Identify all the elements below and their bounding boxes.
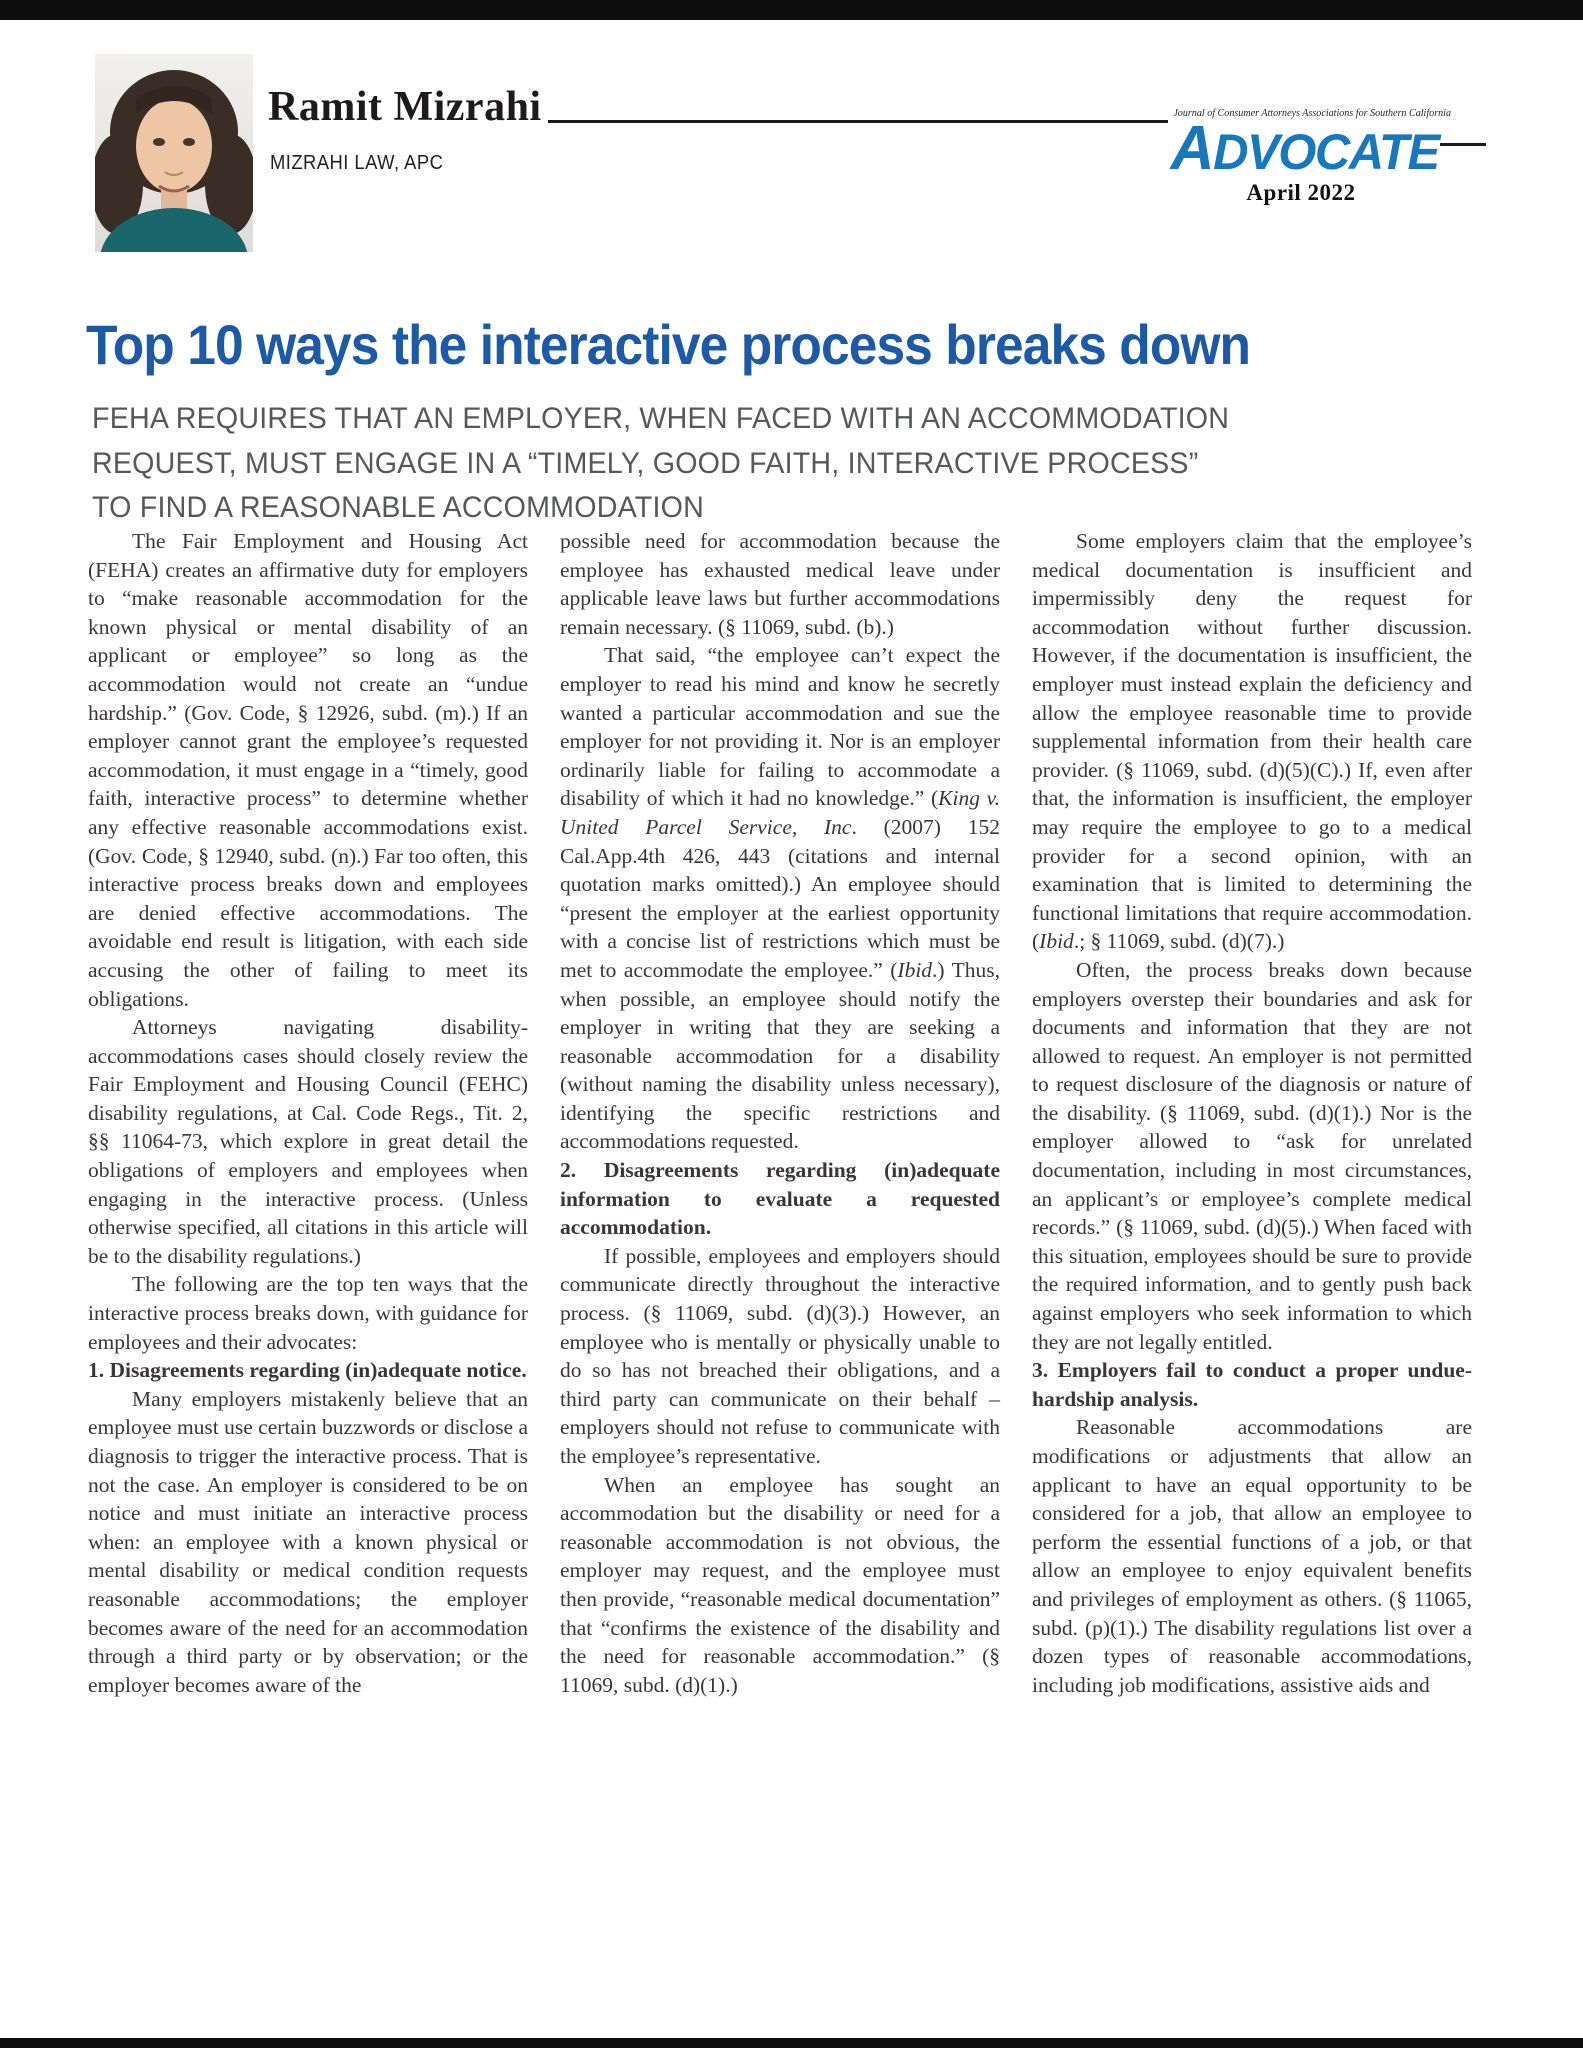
text-run: Reasonable accommodations are modifications or adjustments that allow an applicant to have an equal opportunity to be considered for a job, that allow an employee to perform the essential functions of a job, or that allow an employee to enjoy equivalent benefits and privileges of employment as others. (§ 11065, subd. (p)(1).) The disability regulations list over a dozen types of reasonable accommodations, including job modifications, assistive aids and [1032,1415,1472,1697]
section-heading [1032,1356,1472,1413]
column-2 [560,527,1000,1699]
subtitle-line: REQUEST, MUST ENGAGE IN A “TIMELY, GOOD FAITH, INTERACTIVE PROCESS” [92,446,1199,480]
text-run: Often, the process breaks down because employers overstep their boundaries and ask for documents and information that they are not allowed to request. An employer is not permitted to request disclosure of the diagnosis or nature of the disability. (§ 11069, subd. (d)(1).) Nor is the employer allowed to “ask for unrelated documentation, including in most circumstances, an applicant’s or employee’s complete medical records.” (§ 11069, subd. (d)(5).) When faced with this situation, employees should be sure to provide the required information, and to gently push back against employers who seek information to which they are not legally entitled. [1032,957,1472,1354]
author-firm: MIZRAHI LAW, APC [270,152,444,174]
body-paragraph [1032,956,1472,1356]
case-citation-italic: Ibid [1039,929,1074,954]
body-paragraph [1032,1413,1472,1699]
page-top-border [0,0,1583,20]
section-heading [560,1156,1000,1242]
page-bottom-border [0,2038,1583,2048]
body-paragraph [88,527,528,1013]
column-1 [88,527,528,1699]
section-heading [88,1356,528,1385]
logo-tagline: Journal of Consumer Attorneys Associations for Southern California [1173,108,1451,119]
byline-rule [548,120,1168,123]
body-paragraph [88,1013,528,1270]
issue-date: April 2022 [1246,179,1356,205]
text-run: When an employee has sought an accommodation but the disability or need for a reasonable accommodation is not obvious, the employer may request, and the employee must then provide, “reasonable medical documentation” that “confirms the existence of the disability and the need for reasonable accommodation.” (§ 11069, subd. (d)(1).) [560,1472,1000,1697]
body-paragraph [1032,527,1472,956]
byline-row [268,84,1168,130]
text-run: If possible, employees and employers should communicate directly throughout the interactive process. (§ 11069, subd. (d)(3).) However, an employee who is mentally or physically unable to do so has not breached their obligations, and a third party can communicate on their behalf – employers should not refuse to communicate with the employee’s representative. [560,1243,1000,1468]
case-citation-italic: Ibid [897,957,933,982]
text-run: 3. Employers fail to conduct a proper undue-hardship analysis. [1032,1358,1472,1411]
text-run: The following are the top ten ways that the interactive process breaks down, with guidance for employees and their advocates: [88,1272,528,1354]
text-run: Some employers claim that the employee’s medical documentation is insufficient and impermissibly deny the request for accommodation without further discussion. However, if the documentation is insufficient, the employer must instead explain the deficiency and allow the employee reasonable time to provide supplemental information from their health care provider. (§ 11069, subd. (d)(5)(C).) If, even after that, the information is insufficient, the employer may require the employee to go to a medical provider for a second opinion, with an examination that is limited to determining the functional limitations that require accommodation. ( [1032,529,1472,954]
subtitle-line: TO FIND A REASONABLE ACCOMMODATION [92,491,704,524]
logo-wordmark: ADVOCATE [1170,114,1439,183]
case-citation-italic: King v. United Parcel Service, Inc [560,786,1000,839]
text-run: .) Thus, when possible, an employee should notify the employer in writing that they are seeking a reasonable accommodation for a disability (without naming the disability unless necessary), identifying the specific restrictions and accommodations requested. [560,957,1000,1154]
logo-right-dash [1440,143,1486,146]
text-run: The Fair Employment and Housing Act (FEHA) creates an affirmative duty for employers to “make reasonable accommodation for the known physical or mental disability of an applicant or employee” so long as the accommodation would not create an “undue hardship.” (Gov. Code, § 12926, subd. (m).) If an employer cannot grant the employee’s requested accommodation, it must engage in a “timely, good faith, interactive process” to determine whether any effective reasonable accommodations exist. (Gov. Code, § 12940, subd. (n).) Far too often, this interactive process breaks down and employees are denied effective accommodations. The avoidable end result is litigation, with each side accusing the other of failing to meet its obligations. [88,529,528,1011]
advocate-logo [1168,108,1451,206]
body-paragraph [560,1471,1000,1700]
text-run: 2. Disagreements regarding (in)adequate information to evaluate a requested accommodation. [560,1158,1000,1240]
text-run: Many employers mistakenly believe that an employee must use certain buzzwords or disclose a diagnosis to trigger the interactive process. That is not the case. An employer is considered to be on notice and must initiate an interactive process when: an employee with a known physical or mental disability or medical condition requests reasonable accommodations; the employer becomes aware of the need for an accommodation through a third party or by observation; or the employer becomes aware of the [88,1386,529,1697]
author-name: Ramit Mizrahi [268,84,542,130]
author-photo [95,54,253,252]
article-body [88,527,1472,1699]
column-3 [1032,527,1472,1699]
article-subtitle [92,397,1229,531]
body-paragraph [560,641,1000,1156]
article-title: Top 10 ways the interactive process breaks down [86,313,1251,376]
body-paragraph [88,1270,528,1356]
body-paragraph [560,527,1000,641]
text-run: possible need for accommodation because the employee has exhausted medical leave under applicable leave laws but further accommodations remain necessary. (§ 11069, subd. (b).) [560,529,1000,639]
text-run: .; § 11069, subd. (d)(7).) [1073,929,1285,954]
text-run: That said, “the employee can’t expect the employer to read his mind and know he secretly wanted a particular accommodation and sue the employer for not providing it. Nor is an employer ordinarily liable for failing to accommodate a disability of which it had no knowledge.” ( [560,643,1000,811]
text-run: . (2007) 152 Cal.App.4th 426, 443 (citations and internal quotation marks omitted).) An employee should “present the employer at the earliest opportunity with a concise list of restrictions which must be met to accommodate the employee.” ( [560,814,1000,982]
body-paragraph [88,1385,528,1700]
text-run: Attorneys navigating disability-accommodations cases should closely review the Fair Employment and Housing Council (FEHC) disability regulations, at Cal. Code Regs., Tit. 2, §§ 11064-73, which explore in great detail the obligations of employers and employees when engaging in the interactive process. (Unless otherwise specified, all citations in this article will be to the disability regulations.) [88,1015,528,1268]
subtitle-line: FEHA REQUIRES THAT AN EMPLOYER, WHEN FACED WITH AN ACCOMMODATION [92,402,1230,435]
body-paragraph [560,1242,1000,1471]
text-run: 1. Disagreements regarding (in)adequate notice. [88,1358,527,1383]
